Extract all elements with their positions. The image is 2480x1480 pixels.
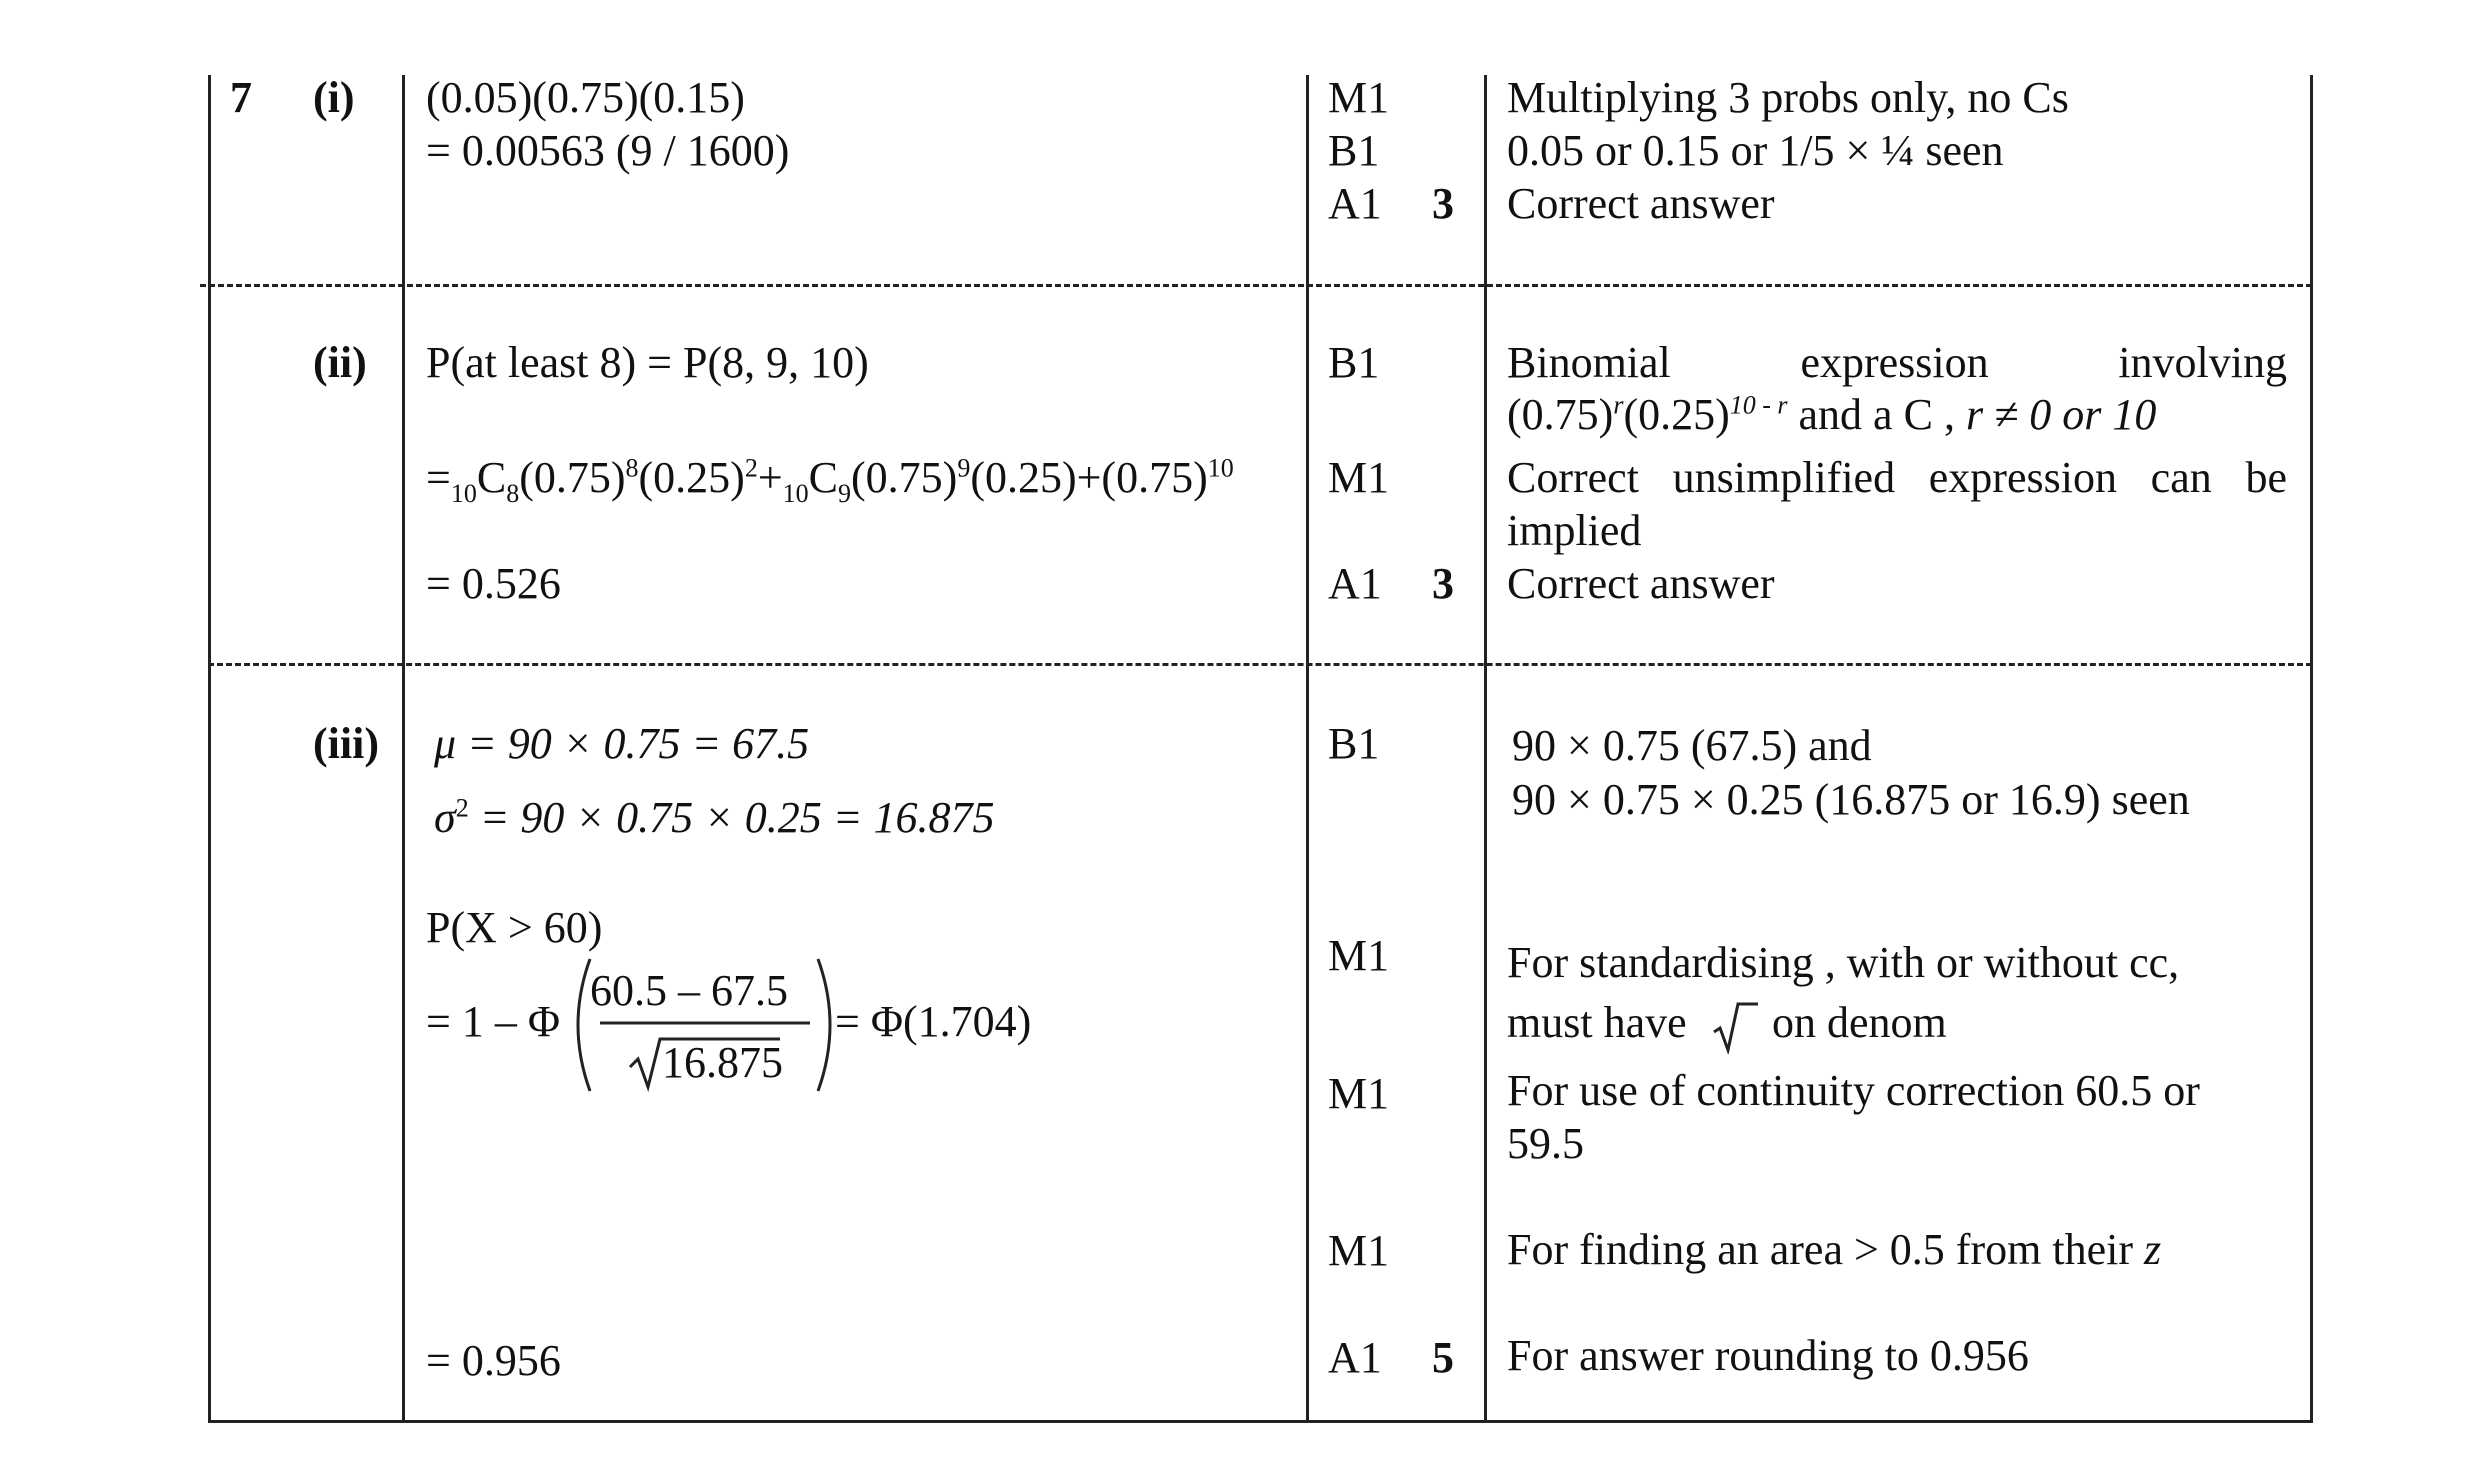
comment-line: 90 × 0.75 (67.5) and bbox=[1512, 721, 1872, 770]
mark-code: M1 bbox=[1328, 1069, 1390, 1118]
mean-line: μ = 90 × 0.75 = 67.5 bbox=[434, 719, 810, 768]
part-divider-2 bbox=[208, 663, 2312, 666]
mark-code: B1 bbox=[1328, 126, 1380, 175]
comment-line: 90 × 0.75 × 0.25 (16.875 or 16.9) seen bbox=[1512, 775, 2190, 824]
work-line: = 0.526 bbox=[426, 559, 561, 608]
right-bracket bbox=[818, 959, 830, 1091]
comment-line: on denom bbox=[1772, 998, 1947, 1047]
comment-line-justified bbox=[1507, 337, 2287, 389]
comment-line bbox=[1507, 1224, 2161, 1276]
mark-code: M1 bbox=[1328, 73, 1390, 122]
comment-line: 59.5 bbox=[1507, 1119, 1584, 1168]
mark-total: 3 bbox=[1432, 179, 1454, 228]
part-label-iii: (iii) bbox=[313, 719, 379, 768]
comment-line: must have bbox=[1507, 998, 1687, 1047]
comment-line: For standardising , with or without cc, bbox=[1507, 938, 2180, 987]
work-line: = 0.00563 (9 / 1600) bbox=[426, 126, 790, 175]
z-symbol: z bbox=[2143, 1225, 2162, 1274]
comment-word: can bbox=[2150, 453, 2212, 502]
mark-code: M1 bbox=[1328, 1226, 1390, 1275]
comment-word: unsimplified bbox=[1672, 453, 1896, 502]
comment-line: Correct answer bbox=[1507, 559, 1775, 608]
question-number: 7 bbox=[230, 73, 252, 122]
comment-line: implied bbox=[1507, 506, 1642, 555]
binomial-expression: $=_{10}C_8(0.75)^8(0.25)^2+_{10}C_9(0.75)^9(0.25)+(0.75)^{10}$ bbox=[426, 453, 1234, 508]
comment-line-justified bbox=[1507, 452, 2287, 504]
comment-line: Multiplying 3 probs only, no Cs bbox=[1507, 73, 2069, 122]
comment-word: Correct bbox=[1507, 453, 1639, 502]
work-line: = 0.956 bbox=[426, 1336, 561, 1385]
mark-code: A1 bbox=[1328, 179, 1382, 228]
comment-word: Binomial bbox=[1507, 338, 1671, 387]
comment-line: 0.05 or 0.15 or 1/5 × ¼ seen bbox=[1507, 126, 2004, 175]
table-column-divider-comments bbox=[1484, 75, 1487, 1423]
comment-word: involving bbox=[2118, 338, 2287, 387]
mark-code: M1 bbox=[1328, 931, 1390, 980]
sigma-symbol: σ bbox=[434, 793, 456, 842]
mark-code: B1 bbox=[1328, 338, 1380, 387]
comment-word: expression bbox=[1800, 338, 1989, 387]
comment-text: and a C , bbox=[1798, 390, 1955, 439]
table-right-border bbox=[2310, 75, 2313, 1423]
variance-text: = 90 × 0.75 × 0.25 = 16.875 bbox=[479, 793, 995, 842]
comment-line: Correct answer bbox=[1507, 179, 1775, 228]
comment-word: be bbox=[2245, 453, 2287, 502]
table-column-divider-marks bbox=[1306, 75, 1309, 1423]
variance-line: $\sigma^2 = 90 \times 0.75 \times 0.25 = 16.875$ bbox=[434, 793, 995, 842]
mark-code: M1 bbox=[1328, 453, 1390, 502]
phi-prefix: = 1 – Φ bbox=[426, 997, 560, 1046]
comment-line: $(0.75)^r(0.25)^{10 - r}$ and a C , r ≠ 0 or 10 bbox=[1507, 390, 2157, 439]
left-bracket bbox=[578, 959, 590, 1091]
probability-line: P(X > 60) bbox=[426, 903, 603, 952]
part-divider-1 bbox=[200, 284, 2312, 287]
sqrt-icon bbox=[1712, 998, 1760, 1054]
fraction-denominator: 16.875 bbox=[662, 1038, 783, 1087]
table-bottom-border bbox=[208, 1420, 2313, 1423]
comment-condition: r ≠ 0 or 10 bbox=[1965, 390, 2157, 439]
table-left-border bbox=[208, 75, 211, 1423]
phi-result: = Φ(1.704) bbox=[835, 997, 1032, 1046]
comment-text: For finding an area > 0.5 from their bbox=[1507, 1225, 2133, 1274]
comment-line: For answer rounding to 0.956 bbox=[1507, 1331, 2029, 1380]
mark-total: 5 bbox=[1432, 1333, 1454, 1382]
comment-word: expression bbox=[1928, 453, 2117, 502]
part-label-ii: (ii) bbox=[313, 338, 367, 387]
mark-code: A1 bbox=[1328, 1333, 1382, 1382]
mark-code: B1 bbox=[1328, 719, 1380, 768]
mark-code: A1 bbox=[1328, 559, 1382, 608]
part-label-i: (i) bbox=[313, 73, 355, 122]
work-line: (0.05)(0.75)(0.15) bbox=[426, 73, 745, 122]
work-line: P(at least 8) = P(8, 9, 10) bbox=[426, 338, 869, 387]
fraction-numerator: 60.5 – 67.5 bbox=[590, 966, 788, 1015]
comment-line: For use of continuity correction 60.5 or bbox=[1507, 1066, 2200, 1115]
table-column-divider-work bbox=[402, 75, 405, 1423]
mark-total: 3 bbox=[1432, 559, 1454, 608]
